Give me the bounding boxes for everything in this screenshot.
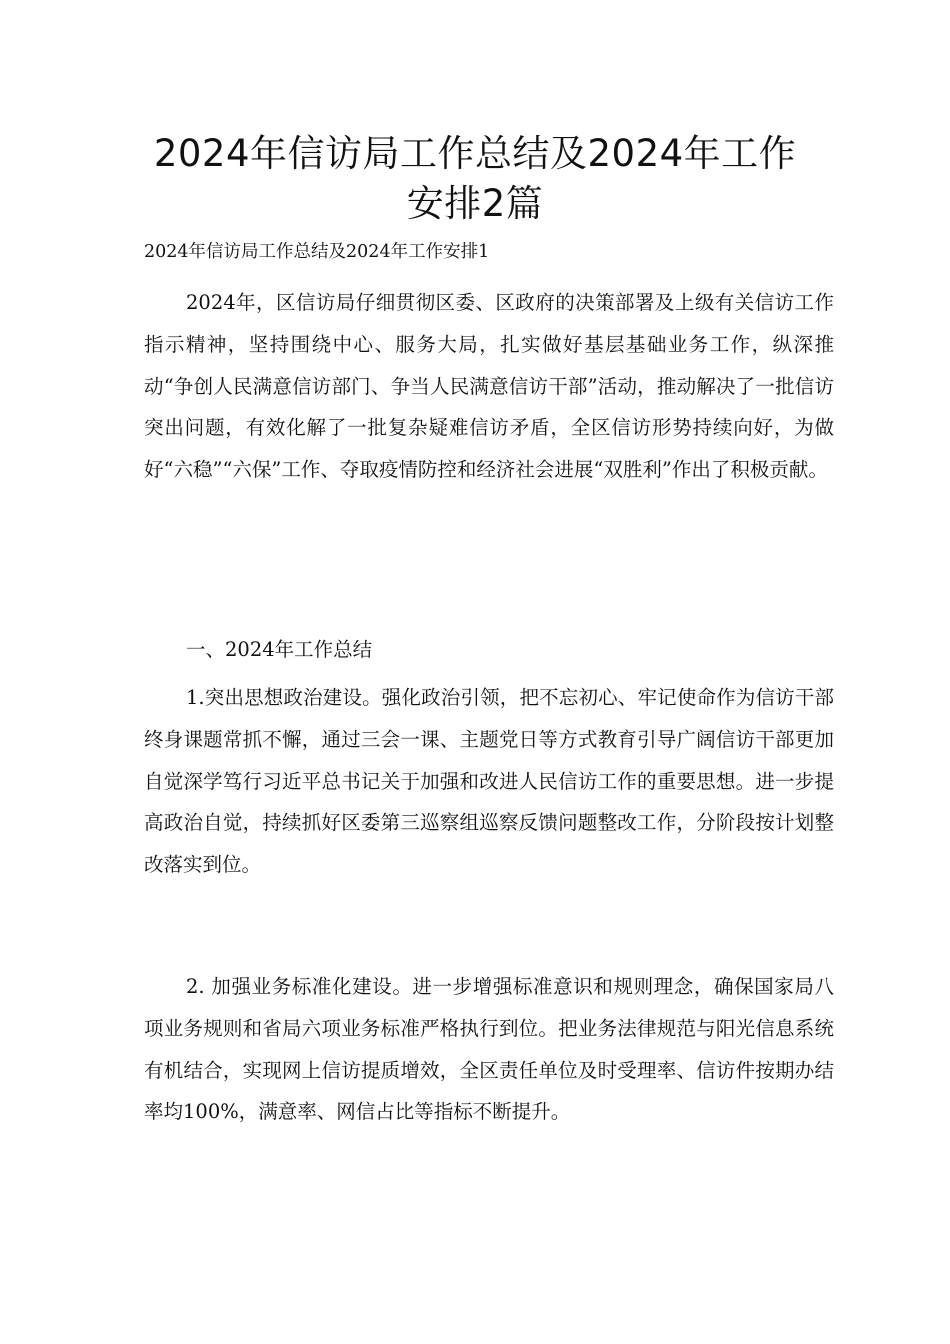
document-title-line-2: 安排2篇 xyxy=(406,182,544,225)
section-heading: 一、2024年工作总结 xyxy=(186,638,373,661)
intro-paragraph: 2024年，区信访局仔细贯彻区委、区政府的决策部署及上级有关信访工作指示精神，坚持围绕中心、服务大局，扎实做好基层基础业务工作，纵深推动“争创人民满意信访部门、争当人民满意信访干部”活动，推动解决了一批信访突出问题，有效化解了一批复杂疑难信访矛盾，全区信访形势持续向好，为做好“六稳”“六保”工作、夺取疫情防控和经济社会进展“双胜利”作出了积极贡献。 xyxy=(144,291,834,482)
document-subtitle: 2024年信访局工作总结及2024年工作安排1 xyxy=(144,242,490,262)
summary-item-1: 1.突出思想政治建设。强化政治引领，把不忘初心、牢记使命作为信访干部终身课题常抓不懈，通过三会一课、主题党日等方式教育引导广阔信访干部更加自觉深学笃行习近平总书记关于加强和改进人民信访工作的重要思想。进一步提高政治自觉，持续抓好区委第三巡察组巡察反馈问题整改工作，分阶段按计划整改落实到位。 xyxy=(144,686,834,877)
document-title-line-1: 2024年信访局工作总结及2024年工作 xyxy=(153,132,797,175)
summary-item-2: 2. 加强业务标准化建设。进一步增强标准意识和规则理念，确保国家局八项业务规则和省局六项业务标准严格执行到位。把业务法律规范与阳光信息系统有机结合，实现网上信访提质增效，全区责任单位及时受理率、信访件按期办结率均100%，满意率、网信占比等指标不断提升。 xyxy=(144,975,834,1124)
